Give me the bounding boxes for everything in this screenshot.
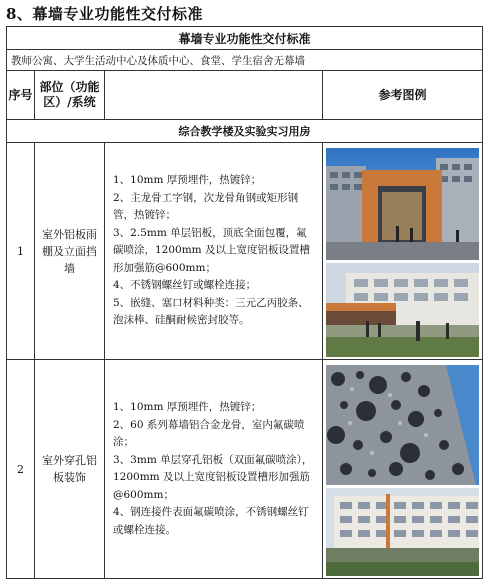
spec-item: 4、钢连接件表面氟碳喷涂，不锈钢螺丝钉或螺栓连接。 bbox=[113, 506, 309, 536]
spec-item: 1、10mm 厚预埋件，热镀锌； bbox=[113, 401, 262, 413]
header-no: 序号 bbox=[7, 71, 35, 120]
spec-item: 1、10mm 厚预埋件，热镀锌； bbox=[113, 174, 262, 187]
row-part: 室外铝板雨棚及立面挡墙 bbox=[35, 143, 105, 360]
row-number: 1 bbox=[7, 143, 35, 360]
spec-item: 2、主龙骨工字钢，次龙骨角钢或矩形钢管，热镀锌； bbox=[113, 191, 299, 222]
row-spec bbox=[105, 143, 323, 360]
section-row: 综合教学楼及实验实习用房 bbox=[7, 120, 483, 143]
table-title: 幕墙专业功能性交付标准 bbox=[7, 27, 483, 50]
canopy-facade-photo bbox=[326, 148, 479, 260]
spec-item: 5、嵌缝、塞口材料种类：三元乙丙胶条、泡沫棒、硅酮耐候密封胶等。 bbox=[113, 296, 309, 327]
header-spec bbox=[105, 71, 323, 120]
section-heading: 8、幕墙专业功能性交付标准 bbox=[6, 5, 203, 23]
row-part: 室外穿孔铝板装饰 bbox=[35, 360, 105, 579]
header-part: 部位（功能区）/系统 bbox=[35, 71, 105, 120]
table-row bbox=[7, 143, 483, 360]
row-number: 2 bbox=[7, 360, 35, 579]
header-reference: 参考图例 bbox=[323, 71, 483, 120]
spec-item: 2、60 系列幕墙铝合金龙骨，室内氟碳喷涂； bbox=[113, 418, 305, 448]
reference-images bbox=[323, 360, 483, 579]
perforated-panel-photo bbox=[326, 365, 479, 485]
reference-images bbox=[323, 143, 483, 360]
spec-item: 4、不锈钢螺丝钉或螺栓连接； bbox=[113, 279, 257, 292]
spec-item: 3、2.5mm 单层铝板，顶底全面包覆，氟碳喷涂，1200mm 及以上宽度铝板设置槽形加强筋@600mm； bbox=[113, 226, 310, 274]
canopy-ground-photo bbox=[326, 263, 479, 357]
table-row bbox=[7, 360, 483, 579]
spec-item: 3、3mm 单层穿孔铝板（双面氟碳喷涂），1200mm 及以上宽度铝板设置槽形加强筋@600mm； bbox=[113, 453, 313, 501]
perforated-building-photo bbox=[326, 488, 479, 576]
standards-table bbox=[6, 26, 483, 579]
scope-note: 教师公寓、大学生活动中心及体质中心、食堂、学生宿舍无幕墙 bbox=[7, 50, 483, 71]
row-spec bbox=[105, 360, 323, 579]
